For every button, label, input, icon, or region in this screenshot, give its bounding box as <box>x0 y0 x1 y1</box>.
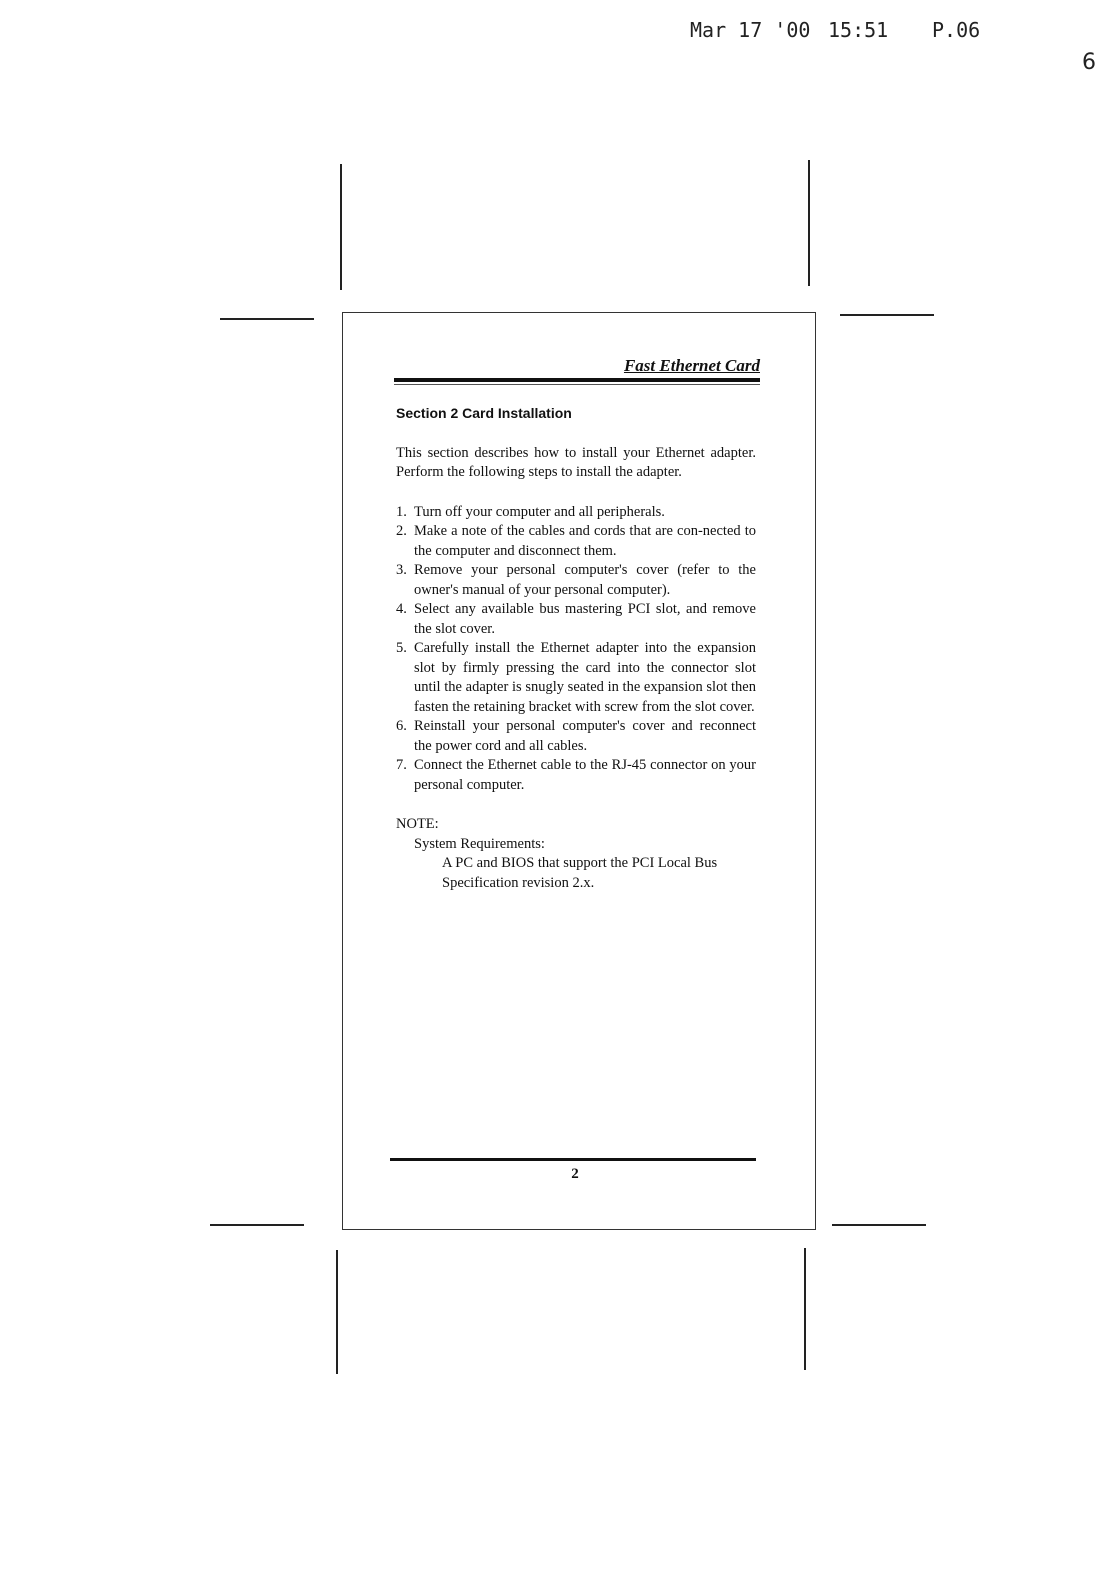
step-item <box>396 756 756 795</box>
step-number: 1. <box>396 503 407 520</box>
crop-mark-right-bottom <box>832 1224 926 1226</box>
note-heading: System Requirements: <box>414 835 545 852</box>
step-item <box>396 639 756 717</box>
step-item <box>396 600 756 639</box>
crop-mark-top-left <box>340 164 342 290</box>
step-number: 3. <box>396 562 407 578</box>
step-text: Select any available bus mastering PCI slot, and remove the slot cover. <box>414 601 756 637</box>
footer-rule <box>390 1158 756 1161</box>
step-text: Make a note of the cables and cords that are con-nected to the computer and disconnect them. <box>414 523 756 559</box>
step-number: 7. <box>396 757 407 773</box>
note-body: A PC and BIOS that support the PCI Local Bus Specification revision 2.x. <box>442 855 718 891</box>
fax-page-number: P.06 <box>932 18 981 42</box>
step-number: 2. <box>396 523 407 539</box>
note-label: NOTE: <box>396 816 439 832</box>
step-item <box>396 503 756 523</box>
crop-mark-bottom-right <box>804 1248 806 1370</box>
step-text: Remove your personal computer's cover (refer to the owner's manual of your personal computer). <box>414 562 756 598</box>
crop-mark-bottom-left <box>336 1250 338 1374</box>
intro-paragraph: This section describes how to install your Ethernet adapter. Perform the following steps to install the adapter. <box>396 444 756 480</box>
installation-steps <box>396 503 756 796</box>
crop-mark-left-top <box>220 318 314 320</box>
header-rule <box>394 378 760 382</box>
section-title: Section 2 Card Installation <box>396 405 572 421</box>
header-rule-thin <box>394 384 760 385</box>
step-number: 4. <box>396 601 407 617</box>
step-text: Reinstall your personal computer's cover and reconnect the power cord and all cables. <box>414 718 756 754</box>
crop-mark-left-bottom <box>210 1224 304 1226</box>
document-body <box>396 404 756 893</box>
running-header: Fast Ethernet Card <box>623 356 760 375</box>
step-text: Connect the Ethernet cable to the RJ-45 connector on your personal computer. <box>414 757 756 793</box>
step-text: Turn off your computer and all peripherals. <box>414 503 665 520</box>
fax-date: Mar 17 '00 <box>690 18 811 42</box>
step-number: 5. <box>396 640 407 656</box>
step-number: 6. <box>396 718 407 734</box>
step-item <box>396 717 756 756</box>
step-item <box>396 522 756 561</box>
crop-mark-right-top <box>840 314 934 316</box>
page-number: 2 <box>571 1166 579 1182</box>
step-text: Carefully install the Ethernet adapter into the expansion slot by firmly pressing the card into the connector slot until the adapter is snugly seated in the expansion slot then fasten the retaining bracket with screw from the slot cover. <box>414 640 756 715</box>
step-item <box>396 561 756 600</box>
crop-mark-top-right <box>808 160 810 286</box>
fax-time: 15:51 <box>828 18 889 42</box>
handwritten-corner-mark: 6 <box>1082 50 1096 75</box>
